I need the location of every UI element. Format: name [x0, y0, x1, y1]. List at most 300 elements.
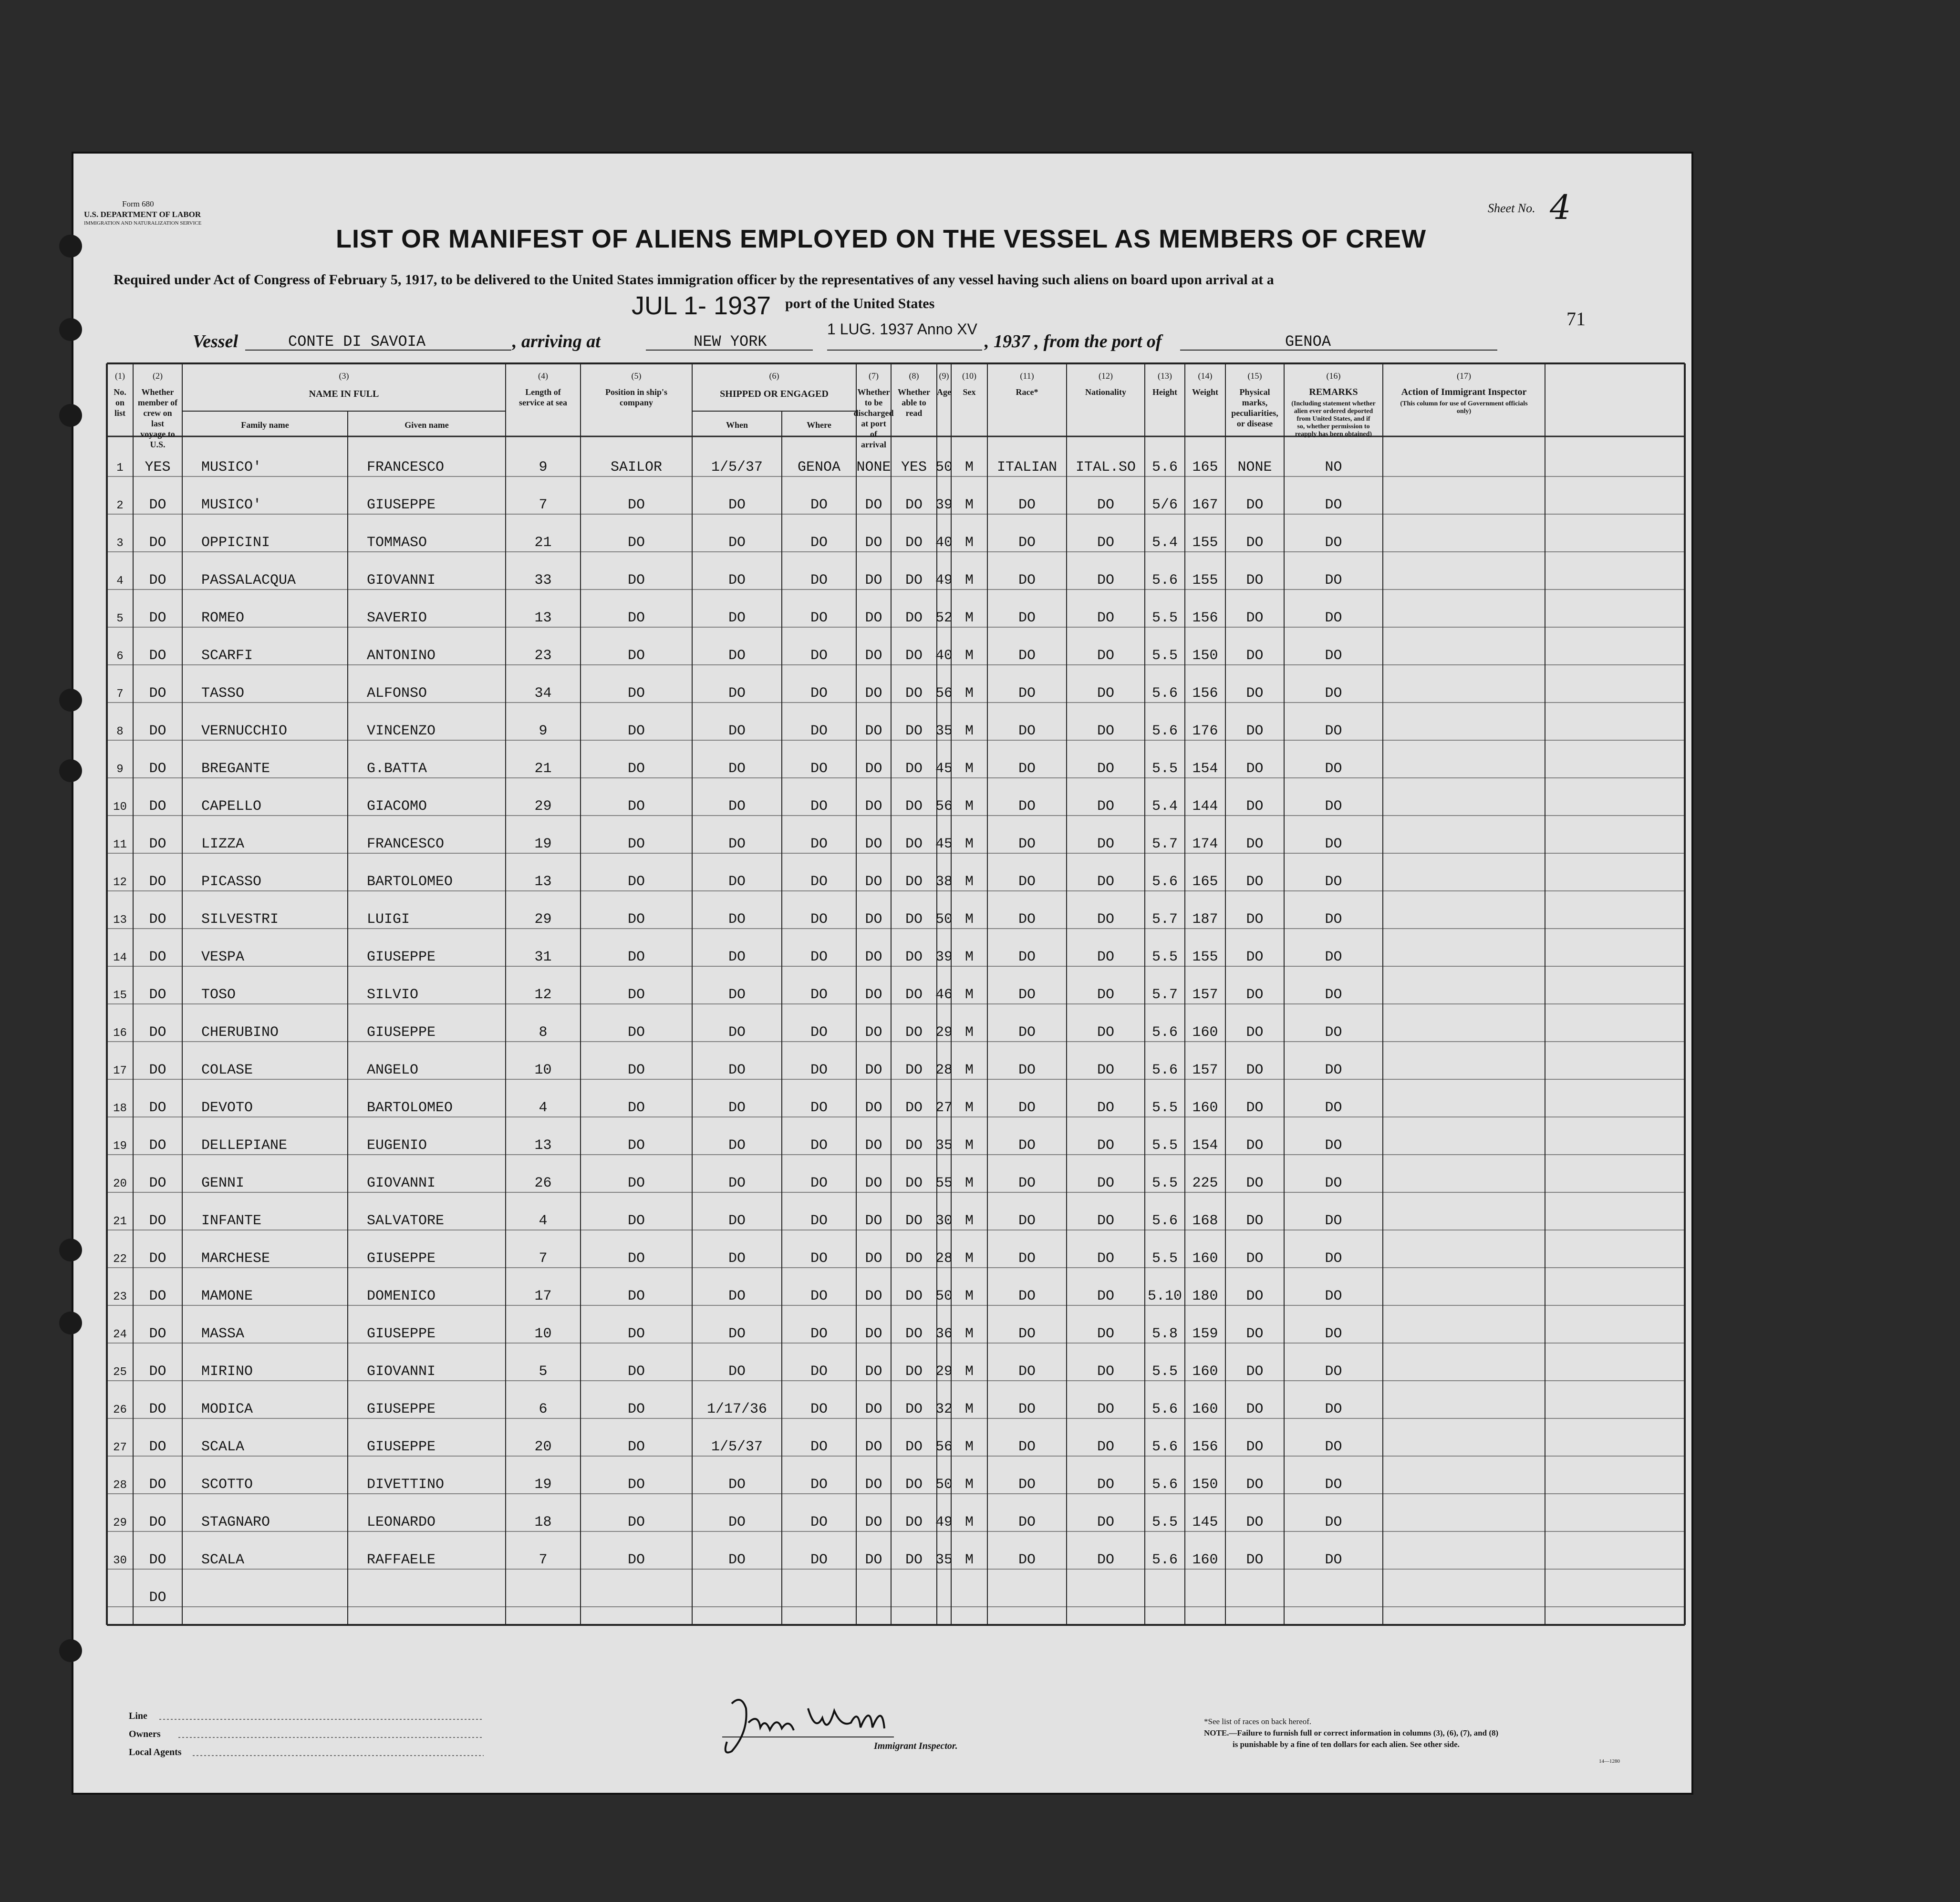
col-position-cell: DO	[627, 1439, 645, 1455]
col-age-cell: 36	[935, 1326, 953, 1342]
col-race-cell: DO	[1018, 911, 1036, 928]
col-weight-cell: 156	[1192, 1439, 1218, 1455]
col-remarks-cell: DO	[1325, 987, 1342, 1003]
col-remarks-cell: DO	[1325, 761, 1342, 777]
manifest-title: LIST OR MANIFEST OF ALIENS EMPLOYED ON THE VESSEL AS MEMBERS OF CREW	[336, 225, 1427, 253]
col-position-cell: DO	[627, 1364, 645, 1380]
col-discharged-cell: DO	[865, 949, 882, 965]
col-sex-cell: M	[964, 610, 974, 626]
column-header: last	[151, 419, 164, 428]
col-age-cell: 50	[935, 911, 953, 928]
col-nationality-cell: DO	[1097, 1137, 1115, 1154]
col-family-name-cell: PASSALACQUA	[201, 572, 296, 589]
col-able-to-read-cell: DO	[905, 1175, 923, 1191]
col-shipped-where-cell: DO	[810, 1514, 828, 1530]
col-sex-cell: M	[964, 535, 974, 551]
col-remarks-cell: DO	[1325, 1062, 1342, 1078]
column-number: (10)	[962, 371, 976, 381]
col-service-length-cell: 9	[539, 459, 548, 476]
col-family-name-cell: SCALA	[201, 1552, 245, 1568]
col-shipped-where-cell: DO	[810, 1364, 828, 1380]
col-race-cell: DO	[1018, 1401, 1036, 1417]
col-crew-last-voyage-cell: DO	[149, 572, 166, 589]
col-shipped-when-cell: DO	[728, 798, 746, 815]
col-height-cell: 5.6	[1151, 723, 1178, 739]
col-position-cell: DO	[627, 497, 645, 513]
col-service-length-cell: 34	[534, 685, 552, 702]
col-position-cell: DO	[627, 911, 645, 928]
col-service-length-cell: 4	[539, 1213, 548, 1229]
col-shipped-where-cell: DO	[810, 761, 828, 777]
col-given-name-cell: G.BATTA	[367, 761, 427, 777]
col-crew-last-voyage-cell: DO	[149, 648, 166, 664]
col-height-cell: 5.5	[1151, 1100, 1178, 1116]
col-service-length-cell: 18	[534, 1514, 552, 1530]
col-sex-cell: M	[964, 1213, 974, 1229]
col-service-length-cell: 12	[534, 987, 552, 1003]
col-sex-cell: M	[964, 685, 974, 702]
col-physical-marks-cell: DO	[1246, 1288, 1264, 1304]
col-service-length-cell: 13	[534, 610, 552, 626]
column-header-note: (Including statement whether	[1291, 400, 1376, 407]
col-race-cell: DO	[1018, 1137, 1036, 1154]
col-no-cell: 7	[116, 688, 124, 701]
col-weight-cell: 160	[1192, 1552, 1218, 1568]
col-crew-last-voyage-cell: DO	[149, 1137, 166, 1154]
col-remarks-cell: DO	[1325, 1514, 1342, 1530]
col-sex-cell: M	[964, 1552, 974, 1568]
col-given-name-cell: EUGENIO	[367, 1137, 427, 1154]
col-sex-cell: M	[964, 1175, 974, 1191]
col-height-cell: 5.4	[1151, 535, 1178, 551]
col-discharged-cell: DO	[865, 1477, 882, 1493]
col-able-to-read-cell: DO	[905, 1364, 923, 1380]
col-physical-marks-cell: DO	[1246, 610, 1264, 626]
col-position-cell: DO	[627, 1251, 645, 1267]
col-sex-cell: M	[964, 572, 974, 589]
col-no-cell: 17	[113, 1065, 127, 1077]
col-able-to-read-cell: DO	[905, 911, 923, 928]
col-crew-last-voyage-cell: DO	[149, 1514, 166, 1530]
col-physical-marks-cell: DO	[1246, 1401, 1264, 1417]
col-position-cell: DO	[627, 949, 645, 965]
col-race-cell: DO	[1018, 648, 1036, 664]
col-shipped-where-cell: DO	[810, 723, 828, 739]
col-physical-marks-cell: DO	[1246, 648, 1264, 664]
col-weight-cell: 160	[1192, 1364, 1218, 1380]
col-race-cell: DO	[1018, 1288, 1036, 1304]
col-shipped-where-cell: DO	[810, 949, 828, 965]
col-crew-last-voyage-cell: DO	[149, 1175, 166, 1191]
col-discharged-cell: DO	[865, 1552, 882, 1568]
col-service-length-cell: 21	[534, 761, 552, 777]
column-number: (14)	[1198, 371, 1213, 381]
col-remarks-cell: DO	[1325, 836, 1342, 852]
column-header: able to	[902, 398, 926, 407]
column-number: (16)	[1326, 371, 1341, 381]
col-shipped-when-cell: 1/5/37	[711, 1439, 763, 1455]
col-position-cell: DO	[627, 1175, 645, 1191]
col-shipped-when-cell: DO	[728, 761, 746, 777]
col-able-to-read-cell: DO	[905, 1514, 923, 1530]
col-able-to-read-cell: DO	[905, 723, 923, 739]
column-header-note: alien ever ordered deported	[1294, 408, 1373, 415]
print-code: 14—1280	[1599, 1758, 1620, 1764]
sheet-number-value: 4	[1550, 188, 1571, 227]
col-given-name-cell: FRANCESCO	[367, 459, 445, 476]
col-discharged-cell: DO	[865, 911, 882, 928]
col-family-name-cell: OPPICINI	[201, 535, 270, 551]
col-family-name-cell: BREGANTE	[201, 761, 270, 777]
col-nationality-cell: DO	[1097, 987, 1115, 1003]
col-position-cell: DO	[627, 798, 645, 815]
col-no-cell: 29	[113, 1517, 127, 1530]
col-height-cell: 5.7	[1151, 987, 1178, 1003]
col-position-cell: DO	[627, 535, 645, 551]
col-race-cell: DO	[1018, 836, 1036, 852]
col-physical-marks-cell: DO	[1246, 1326, 1264, 1342]
col-discharged-cell: DO	[865, 1401, 882, 1417]
col-given-name-cell: GIUSEPPE	[367, 1024, 436, 1041]
col-age-cell: 35	[935, 1137, 953, 1154]
col-crew-last-voyage-cell: DO	[149, 1213, 166, 1229]
column-header: Nationality	[1085, 387, 1127, 397]
col-weight-cell: 167	[1192, 497, 1218, 513]
col-given-name-cell: TOMMASO	[367, 535, 427, 551]
column-header: NAME IN FULL	[309, 389, 379, 399]
col-age-cell: 30	[935, 1213, 953, 1229]
col-nationality-cell: DO	[1097, 1062, 1115, 1078]
col-shipped-where-cell: DO	[810, 1288, 828, 1304]
col-family-name-cell: GENNI	[201, 1175, 245, 1191]
column-header: No.	[114, 387, 126, 397]
col-service-length-cell: 29	[534, 911, 552, 928]
col-shipped-when-cell: DO	[728, 911, 746, 928]
col-crew-last-voyage-cell: DO	[149, 1590, 166, 1606]
col-nationality-cell: DO	[1097, 610, 1115, 626]
penalty-note-2: is punishable by a fine of ten dollars for each alien. See other side.	[1233, 1740, 1460, 1749]
col-physical-marks-cell: DO	[1246, 1552, 1264, 1568]
col-crew-last-voyage-cell: YES	[145, 459, 171, 476]
col-family-name-cell: TASSO	[201, 685, 245, 702]
col-family-name-cell: INFANTE	[201, 1213, 262, 1229]
col-service-length-cell: 13	[534, 874, 552, 890]
col-family-name-cell: LIZZA	[201, 836, 245, 852]
column-number: (2)	[153, 371, 163, 381]
col-shipped-where-cell: DO	[810, 987, 828, 1003]
col-remarks-cell: DO	[1325, 723, 1342, 739]
col-discharged-cell: DO	[865, 572, 882, 589]
col-no-cell: 30	[113, 1554, 127, 1567]
col-able-to-read-cell: DO	[905, 836, 923, 852]
col-position-cell: DO	[627, 1024, 645, 1041]
col-no-cell: 22	[113, 1253, 127, 1266]
sheet-number-label: Sheet No.	[1488, 201, 1535, 215]
column-number: (15)	[1247, 371, 1262, 381]
col-remarks-cell: DO	[1325, 1100, 1342, 1116]
col-position-cell: DO	[627, 987, 645, 1003]
col-height-cell: 5.7	[1151, 836, 1178, 852]
form-number: Form 680	[122, 199, 154, 208]
column-number: (4)	[538, 371, 548, 381]
column-number: (6)	[769, 371, 779, 381]
line-label: Line	[129, 1711, 147, 1721]
col-family-name-cell: SCALA	[201, 1439, 245, 1455]
binder-hole-8	[59, 1639, 82, 1662]
binder-hole-7	[59, 1312, 82, 1334]
col-height-cell: 5.6	[1151, 874, 1178, 890]
col-service-length-cell: 10	[534, 1326, 552, 1342]
col-crew-last-voyage-cell: DO	[149, 1062, 166, 1078]
col-remarks-cell: DO	[1325, 949, 1342, 965]
col-physical-marks-cell: DO	[1246, 1100, 1264, 1116]
col-service-length-cell: 19	[534, 836, 552, 852]
column-header-note: reapply has been obtained)	[1295, 431, 1372, 438]
col-family-name-cell: DELLEPIANE	[201, 1137, 288, 1154]
col-family-name-cell: SCOTTO	[201, 1477, 253, 1493]
column-header: Weight	[1192, 387, 1219, 397]
col-able-to-read-cell: DO	[905, 535, 923, 551]
col-sex-cell: M	[964, 987, 974, 1003]
column-number: (8)	[909, 371, 919, 381]
col-nationality-cell: DO	[1097, 1477, 1115, 1493]
col-position-cell: DO	[627, 1552, 645, 1568]
col-race-cell: DO	[1018, 535, 1036, 551]
col-no-cell: 8	[116, 725, 124, 738]
col-discharged-cell: DO	[865, 1062, 882, 1078]
col-family-name-cell: MODICA	[201, 1401, 253, 1417]
col-nationality-cell: DO	[1097, 1401, 1115, 1417]
form-department: U.S. DEPARTMENT OF LABOR	[84, 210, 201, 219]
column-number: (12)	[1099, 371, 1113, 381]
col-physical-marks-cell: DO	[1246, 1477, 1264, 1493]
col-height-cell: 5.6	[1151, 1439, 1178, 1455]
col-position-cell: DO	[627, 1213, 645, 1229]
col-remarks-cell: DO	[1325, 1213, 1342, 1229]
col-remarks-cell: DO	[1325, 798, 1342, 815]
col-family-name-cell: COLASE	[201, 1062, 253, 1078]
col-weight-cell: 174	[1192, 836, 1218, 852]
col-height-cell: 5.6	[1151, 1477, 1178, 1493]
col-height-cell: 5.10	[1147, 1288, 1182, 1304]
column-header: arrival	[861, 440, 886, 449]
col-physical-marks-cell: NONE	[1237, 459, 1272, 476]
col-shipped-where-cell: DO	[810, 1024, 828, 1041]
col-nationality-cell: DO	[1097, 1100, 1115, 1116]
col-crew-last-voyage-cell: DO	[149, 610, 166, 626]
col-no-cell: 3	[116, 537, 124, 550]
column-header: Action of Immigrant Inspector	[1401, 387, 1527, 397]
col-discharged-cell: DO	[865, 1326, 882, 1342]
col-no-cell: 24	[113, 1328, 127, 1341]
col-no-cell: 13	[113, 914, 127, 927]
column-header: Height	[1152, 387, 1177, 397]
col-crew-last-voyage-cell: DO	[149, 1100, 166, 1116]
col-given-name-cell: ANGELO	[367, 1062, 419, 1078]
column-header: Whether	[141, 387, 174, 397]
penalty-note-1: NOTE.—Failure to furnish full or correct information in columns (3), (6), (7), and (8)	[1204, 1728, 1499, 1737]
col-physical-marks-cell: DO	[1246, 1251, 1264, 1267]
column-header-note: (This column for use of Government officials	[1400, 400, 1528, 407]
col-physical-marks-cell: DO	[1246, 535, 1264, 551]
col-given-name-cell: FRANCESCO	[367, 836, 445, 852]
col-crew-last-voyage-cell: DO	[149, 1401, 166, 1417]
col-position-cell: DO	[627, 1401, 645, 1417]
col-service-length-cell: 7	[539, 497, 548, 513]
col-shipped-when-cell: DO	[728, 535, 746, 551]
column-subheader: Family name	[241, 420, 289, 430]
col-position-cell: SAILOR	[610, 459, 663, 476]
col-discharged-cell: DO	[865, 1100, 882, 1116]
col-family-name-cell: VERNUCCHIO	[201, 723, 288, 739]
col-shipped-when-cell: 1/17/36	[706, 1401, 767, 1417]
column-header: on	[115, 398, 125, 407]
col-position-cell: DO	[627, 1137, 645, 1154]
col-position-cell: DO	[627, 572, 645, 589]
footer-underlines	[73, 154, 1695, 1797]
col-family-name-cell: TOSO	[201, 987, 236, 1003]
col-service-length-cell: 29	[534, 798, 552, 815]
col-able-to-read-cell: DO	[905, 685, 923, 702]
column-header: Whether	[857, 387, 890, 397]
col-weight-cell: 156	[1192, 610, 1218, 626]
col-no-cell: 16	[113, 1027, 127, 1040]
col-height-cell: 5.6	[1151, 1552, 1178, 1568]
col-discharged-cell: DO	[865, 836, 882, 852]
inspector-label: Immigrant Inspector.	[874, 1741, 958, 1751]
col-nationality-cell: DO	[1097, 1552, 1115, 1568]
col-given-name-cell: GIUSEPPE	[367, 497, 436, 513]
col-able-to-read-cell: DO	[905, 1062, 923, 1078]
col-family-name-cell: MIRINO	[201, 1364, 253, 1380]
col-given-name-cell: ALFONSO	[367, 685, 427, 702]
col-no-cell: 25	[113, 1366, 127, 1379]
col-nationality-cell: DO	[1097, 1213, 1115, 1229]
column-header: SHIPPED OR ENGAGED	[720, 389, 829, 399]
col-position-cell: DO	[627, 610, 645, 626]
col-height-cell: 5.5	[1151, 761, 1178, 777]
col-able-to-read-cell: YES	[901, 459, 927, 476]
col-race-cell: DO	[1018, 610, 1036, 626]
col-given-name-cell: RAFFAELE	[367, 1552, 436, 1568]
col-race-cell: DO	[1018, 1251, 1036, 1267]
col-physical-marks-cell: DO	[1246, 1062, 1264, 1078]
col-given-name-cell: GIOVANNI	[367, 572, 436, 589]
col-physical-marks-cell: DO	[1246, 761, 1264, 777]
col-race-cell: DO	[1018, 1024, 1036, 1041]
column-header: or disease	[1236, 419, 1273, 428]
col-shipped-where-cell: DO	[810, 1251, 828, 1267]
column-header: read	[905, 408, 923, 418]
col-no-cell: 15	[113, 989, 127, 1002]
col-service-length-cell: 21	[534, 535, 552, 551]
col-remarks-cell: DO	[1325, 610, 1342, 626]
col-crew-last-voyage-cell: DO	[149, 949, 166, 965]
col-shipped-where-cell: DO	[810, 1137, 828, 1154]
col-crew-last-voyage-cell: DO	[149, 685, 166, 702]
col-remarks-cell: DO	[1325, 572, 1342, 589]
col-discharged-cell: DO	[865, 1439, 882, 1455]
col-able-to-read-cell: DO	[905, 1213, 923, 1229]
col-race-cell: DO	[1018, 1477, 1036, 1493]
col-shipped-where-cell: DO	[810, 874, 828, 890]
col-able-to-read-cell: DO	[905, 1251, 923, 1267]
col-crew-last-voyage-cell: DO	[149, 1364, 166, 1380]
col-sex-cell: M	[964, 949, 974, 965]
race-note: *See list of races on back hereof.	[1204, 1717, 1312, 1726]
col-height-cell: 5.6	[1151, 685, 1178, 702]
vessel-name: CONTE DI SAVOIA	[288, 333, 426, 351]
col-able-to-read-cell: DO	[905, 497, 923, 513]
col-sex-cell: M	[964, 761, 974, 777]
col-discharged-cell: DO	[865, 648, 882, 664]
col-able-to-read-cell: DO	[905, 1477, 923, 1493]
col-crew-last-voyage-cell: DO	[149, 1326, 166, 1342]
col-shipped-when-cell: DO	[728, 497, 746, 513]
col-position-cell: DO	[627, 1514, 645, 1530]
binder-hole-2	[59, 318, 82, 341]
col-crew-last-voyage-cell: DO	[149, 1288, 166, 1304]
col-able-to-read-cell: DO	[905, 987, 923, 1003]
col-remarks-cell: DO	[1325, 1364, 1342, 1380]
col-discharged-cell: DO	[865, 1213, 882, 1229]
col-height-cell: 5.5	[1151, 1514, 1178, 1530]
col-sex-cell: M	[964, 1288, 974, 1304]
col-family-name-cell: VESPA	[201, 949, 245, 965]
col-height-cell: 5.7	[1151, 911, 1178, 928]
col-height-cell: 5.6	[1151, 459, 1178, 476]
col-able-to-read-cell: DO	[905, 1024, 923, 1041]
col-remarks-cell: NO	[1325, 459, 1342, 476]
col-given-name-cell: BARTOLOMEO	[367, 1100, 453, 1116]
col-sex-cell: M	[964, 497, 974, 513]
subtitle-line-1: Required under Act of Congress of February 5, 1917, to be delivered to the United States immigration officer by the representatives of any vessel having such aliens on board upon arrival at a	[114, 272, 1274, 288]
departure-port: GENOA	[1285, 333, 1331, 351]
col-sex-cell: M	[964, 1401, 974, 1417]
col-service-length-cell: 31	[534, 949, 552, 965]
col-nationality-cell: DO	[1097, 1326, 1115, 1342]
col-crew-last-voyage-cell: DO	[149, 1439, 166, 1455]
col-height-cell: 5.8	[1151, 1326, 1178, 1342]
col-weight-cell: 154	[1192, 1137, 1218, 1154]
col-able-to-read-cell: DO	[905, 1100, 923, 1116]
col-shipped-where-cell: DO	[810, 1100, 828, 1116]
col-crew-last-voyage-cell: DO	[149, 497, 166, 513]
col-weight-cell: 159	[1192, 1326, 1218, 1342]
col-shipped-where-cell: DO	[810, 648, 828, 664]
col-shipped-when-cell: DO	[728, 1175, 746, 1191]
column-header: Whether	[898, 387, 930, 397]
col-weight-cell: 176	[1192, 723, 1218, 739]
column-header: company	[619, 398, 653, 407]
col-physical-marks-cell: DO	[1246, 1439, 1264, 1455]
col-able-to-read-cell: DO	[905, 610, 923, 626]
col-no-cell: 11	[113, 838, 127, 851]
column-number: (11)	[1020, 371, 1034, 381]
column-number: (13)	[1158, 371, 1172, 381]
col-race-cell: DO	[1018, 987, 1036, 1003]
col-age-cell: 35	[935, 1552, 953, 1568]
col-shipped-where-cell: DO	[810, 798, 828, 815]
col-age-cell: 50	[935, 1288, 953, 1304]
col-given-name-cell: GIACOMO	[367, 798, 427, 815]
col-physical-marks-cell: DO	[1246, 987, 1264, 1003]
column-number: (9)	[939, 371, 949, 381]
col-shipped-where-cell: DO	[810, 1062, 828, 1078]
col-race-cell: DO	[1018, 685, 1036, 702]
col-race-cell: DO	[1018, 874, 1036, 890]
col-sex-cell: M	[964, 836, 974, 852]
